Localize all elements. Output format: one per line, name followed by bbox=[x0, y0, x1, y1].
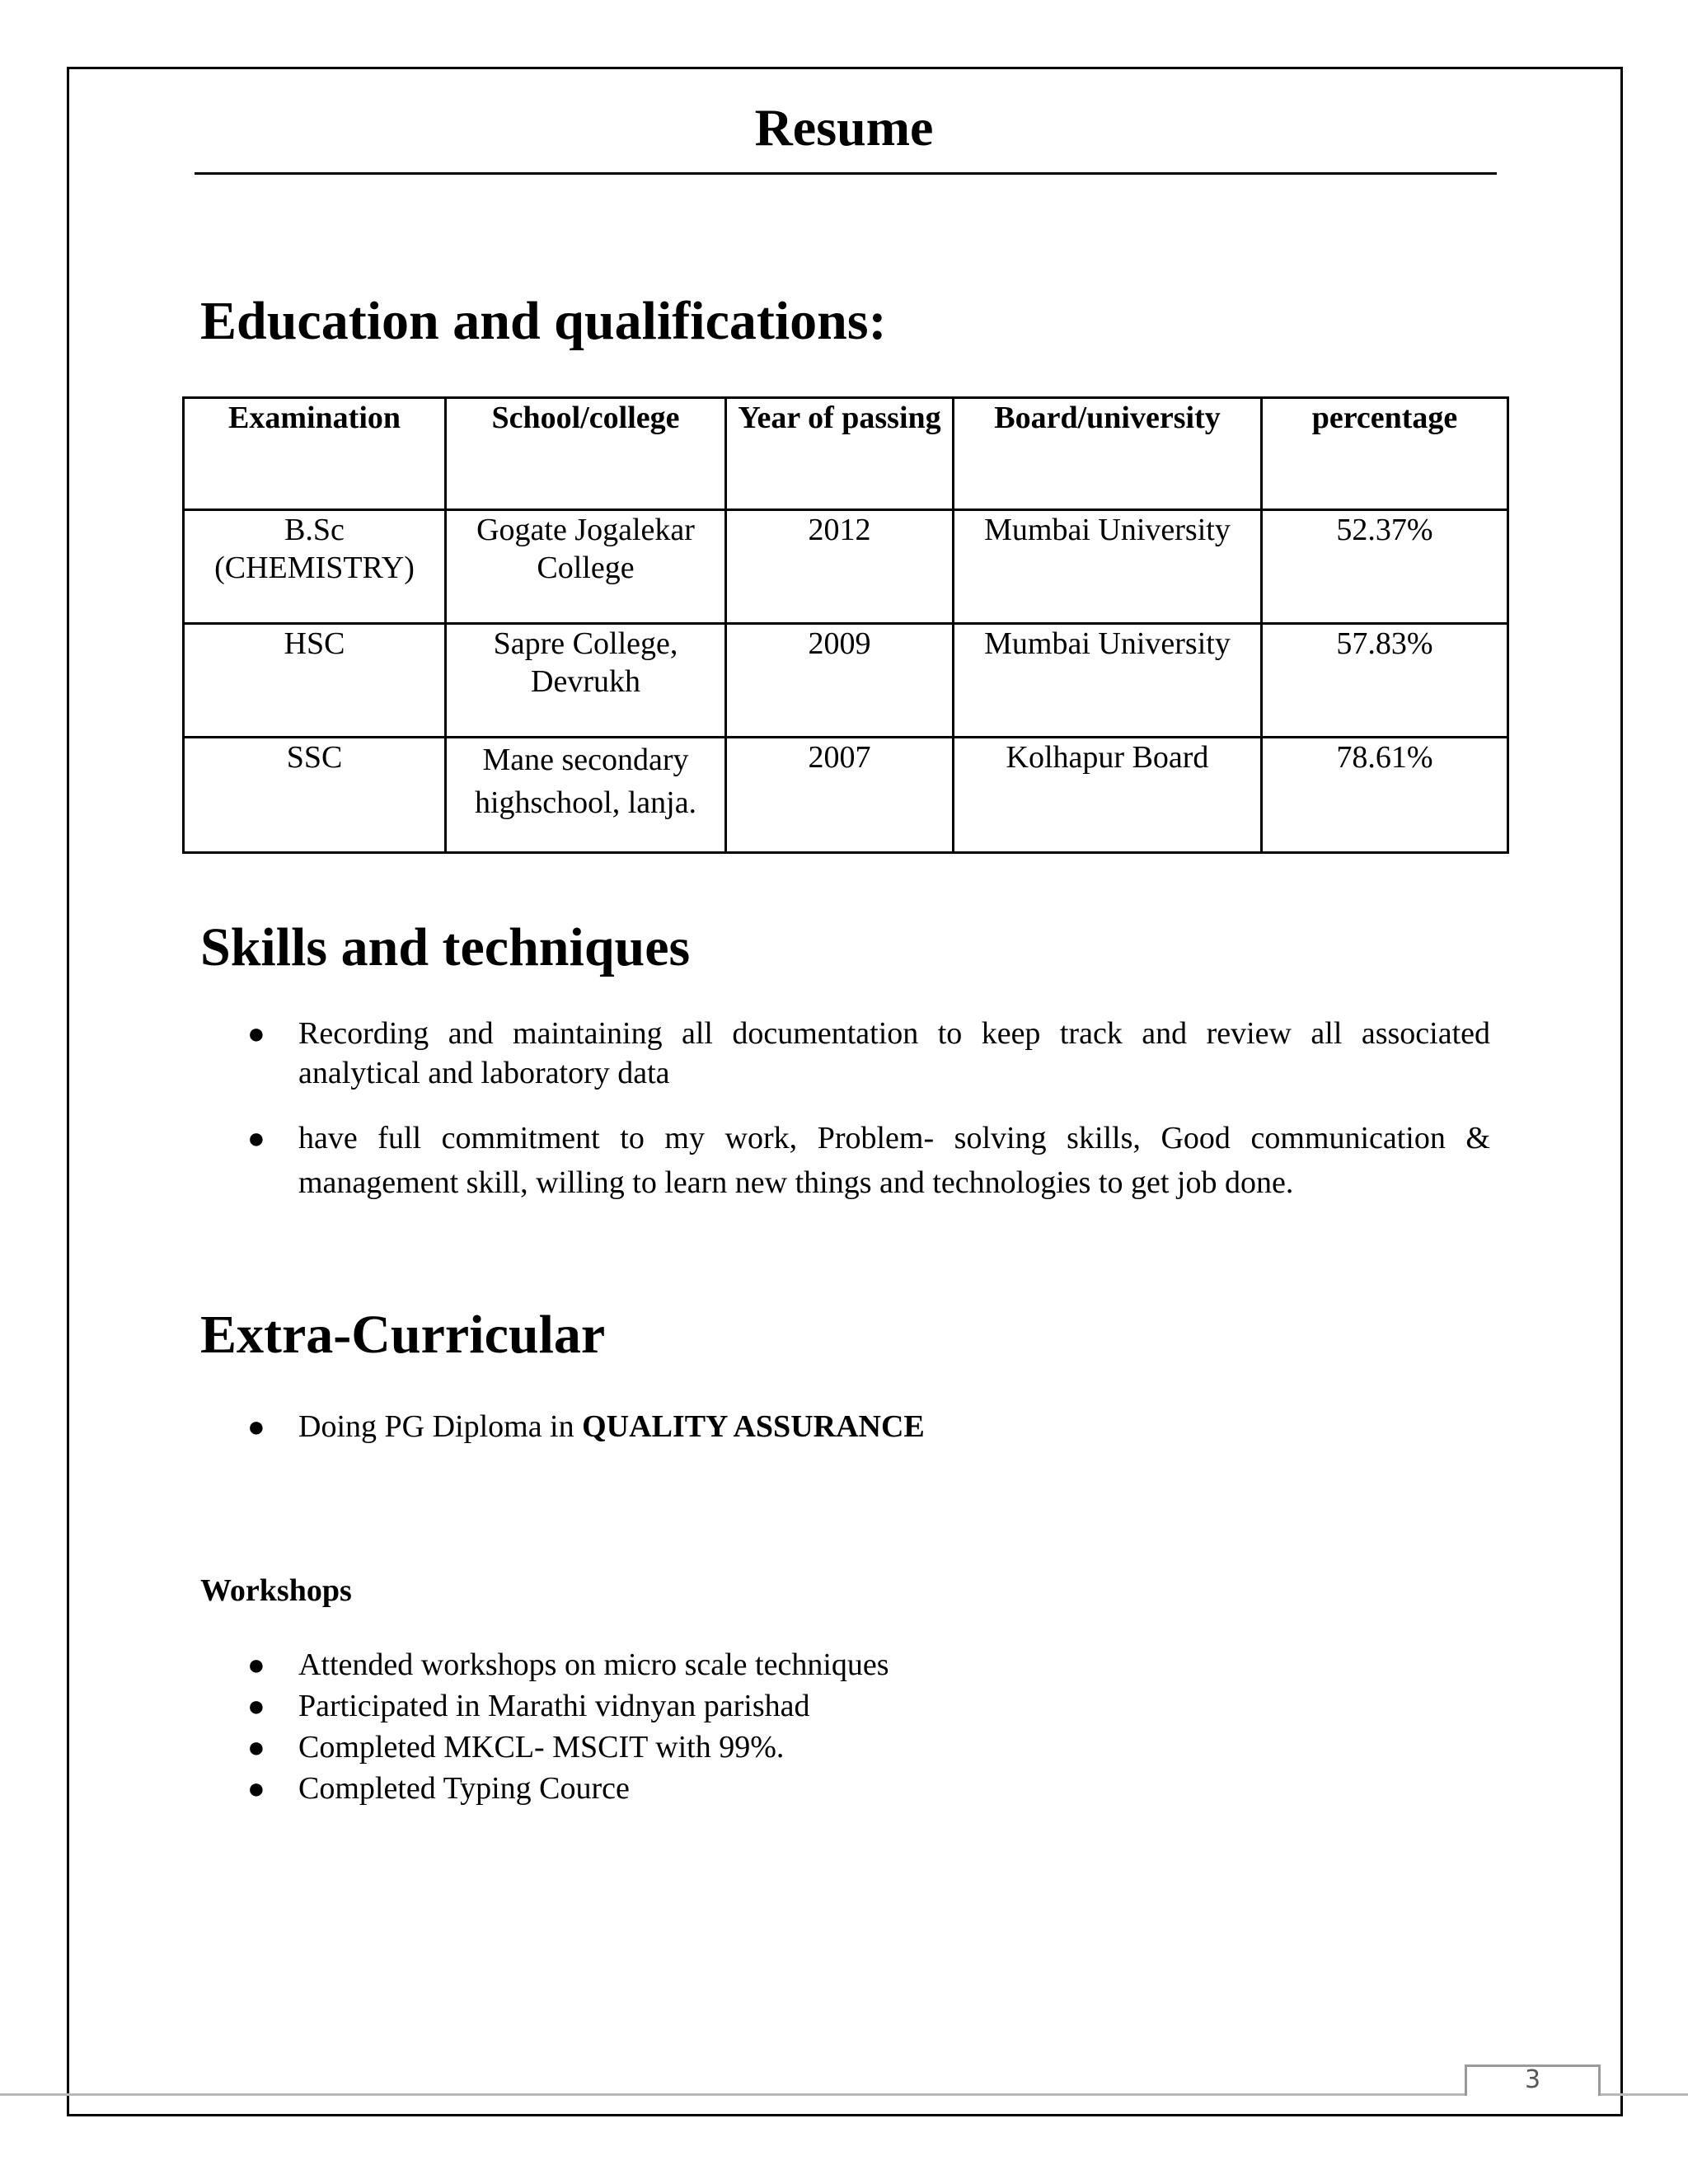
column-header-examination: Examination bbox=[184, 398, 446, 510]
list-item-emphasis: QUALITY ASSURANCE bbox=[582, 1409, 925, 1444]
cell-year: 2012 bbox=[726, 510, 954, 624]
list-item bbox=[200, 1768, 1490, 1809]
title-divider bbox=[195, 172, 1497, 175]
list-item bbox=[200, 1014, 1490, 1093]
skills-heading: Skills and techniques bbox=[200, 917, 691, 977]
extra-curricular-list bbox=[200, 1406, 1490, 1447]
workshops-heading: Workshops bbox=[200, 1573, 352, 1608]
table-header-row bbox=[184, 398, 1508, 510]
cell-percentage: 52.37% bbox=[1262, 510, 1508, 624]
bullet-icon: ● bbox=[247, 1648, 265, 1681]
bullet-icon: ● bbox=[247, 1690, 265, 1722]
column-header-percentage: percentage bbox=[1262, 398, 1508, 510]
list-item-text: Participated in Marathi vidnyan parishad bbox=[298, 1689, 810, 1723]
cell-text: HSC bbox=[284, 626, 345, 661]
list-item bbox=[200, 1685, 1490, 1727]
cell-percentage: 78.61% bbox=[1262, 738, 1508, 853]
list-item bbox=[200, 1116, 1490, 1205]
cell-text: highschool, lanja. bbox=[474, 785, 697, 820]
list-item-text: Attended workshops on micro scale techniques bbox=[298, 1647, 889, 1682]
bullet-icon: ● bbox=[247, 1017, 265, 1050]
cell-board: Mumbai University bbox=[954, 624, 1262, 738]
list-item-text: Doing PG Diploma in bbox=[298, 1409, 583, 1444]
cell-percentage: 57.83% bbox=[1262, 624, 1508, 738]
cell-text: B.Sc bbox=[284, 513, 345, 547]
bullet-icon: ● bbox=[247, 1410, 265, 1443]
cell-text: College bbox=[537, 551, 635, 585]
cell-text: Devrukh bbox=[531, 664, 640, 699]
cell-text: Gogate Jogalekar bbox=[476, 513, 695, 547]
cell-school bbox=[446, 738, 726, 853]
table-row bbox=[184, 738, 1508, 853]
cell-school bbox=[446, 510, 726, 624]
cell-examination bbox=[184, 624, 446, 738]
list-item bbox=[200, 1406, 1490, 1447]
cell-board: Kolhapur Board bbox=[954, 738, 1262, 853]
list-item bbox=[200, 1727, 1490, 1768]
page-title: Resume bbox=[754, 98, 934, 157]
cell-board: Mumbai University bbox=[954, 510, 1262, 624]
list-item bbox=[200, 1644, 1490, 1685]
cell-text: Sapre College, bbox=[493, 626, 678, 661]
cell-year: 2007 bbox=[726, 738, 954, 853]
table-row bbox=[184, 624, 1508, 738]
list-item-text: Completed Typing Cource bbox=[298, 1771, 630, 1806]
footer-rule bbox=[0, 2093, 1688, 2096]
bullet-icon: ● bbox=[247, 1772, 265, 1805]
cell-text: Mane secondary bbox=[482, 743, 689, 777]
cell-examination bbox=[184, 510, 446, 624]
cell-examination bbox=[184, 738, 446, 853]
cell-year: 2009 bbox=[726, 624, 954, 738]
list-item-text: Completed MKCL- MSCIT with 99%. bbox=[298, 1730, 785, 1765]
page-number: 3 bbox=[1524, 2065, 1541, 2094]
skills-list bbox=[200, 1014, 1490, 1228]
education-table bbox=[182, 396, 1509, 854]
column-header-year: Year of passing bbox=[726, 398, 954, 510]
bullet-icon: ● bbox=[247, 1731, 265, 1764]
workshops-list bbox=[200, 1644, 1490, 1809]
cell-text: (CHEMISTRY) bbox=[214, 551, 415, 585]
cell-text: SSC bbox=[286, 740, 343, 775]
list-item-text: Recording and maintaining all documentation to keep track and review all associated analytical and laboratory data bbox=[298, 1016, 1490, 1090]
education-heading: Education and qualifications: bbox=[200, 291, 887, 351]
cell-school bbox=[446, 624, 726, 738]
column-header-school: School/college bbox=[446, 398, 726, 510]
list-item-text: have full commitment to my work, Problem- solving skills, Good communication & management skill, willing to learn new things and technologies to get job done. bbox=[298, 1121, 1490, 1200]
bullet-icon: ● bbox=[247, 1122, 265, 1155]
table-row bbox=[184, 510, 1508, 624]
extra-curricular-heading: Extra-Curricular bbox=[200, 1305, 606, 1365]
column-header-board: Board/university bbox=[954, 398, 1262, 510]
